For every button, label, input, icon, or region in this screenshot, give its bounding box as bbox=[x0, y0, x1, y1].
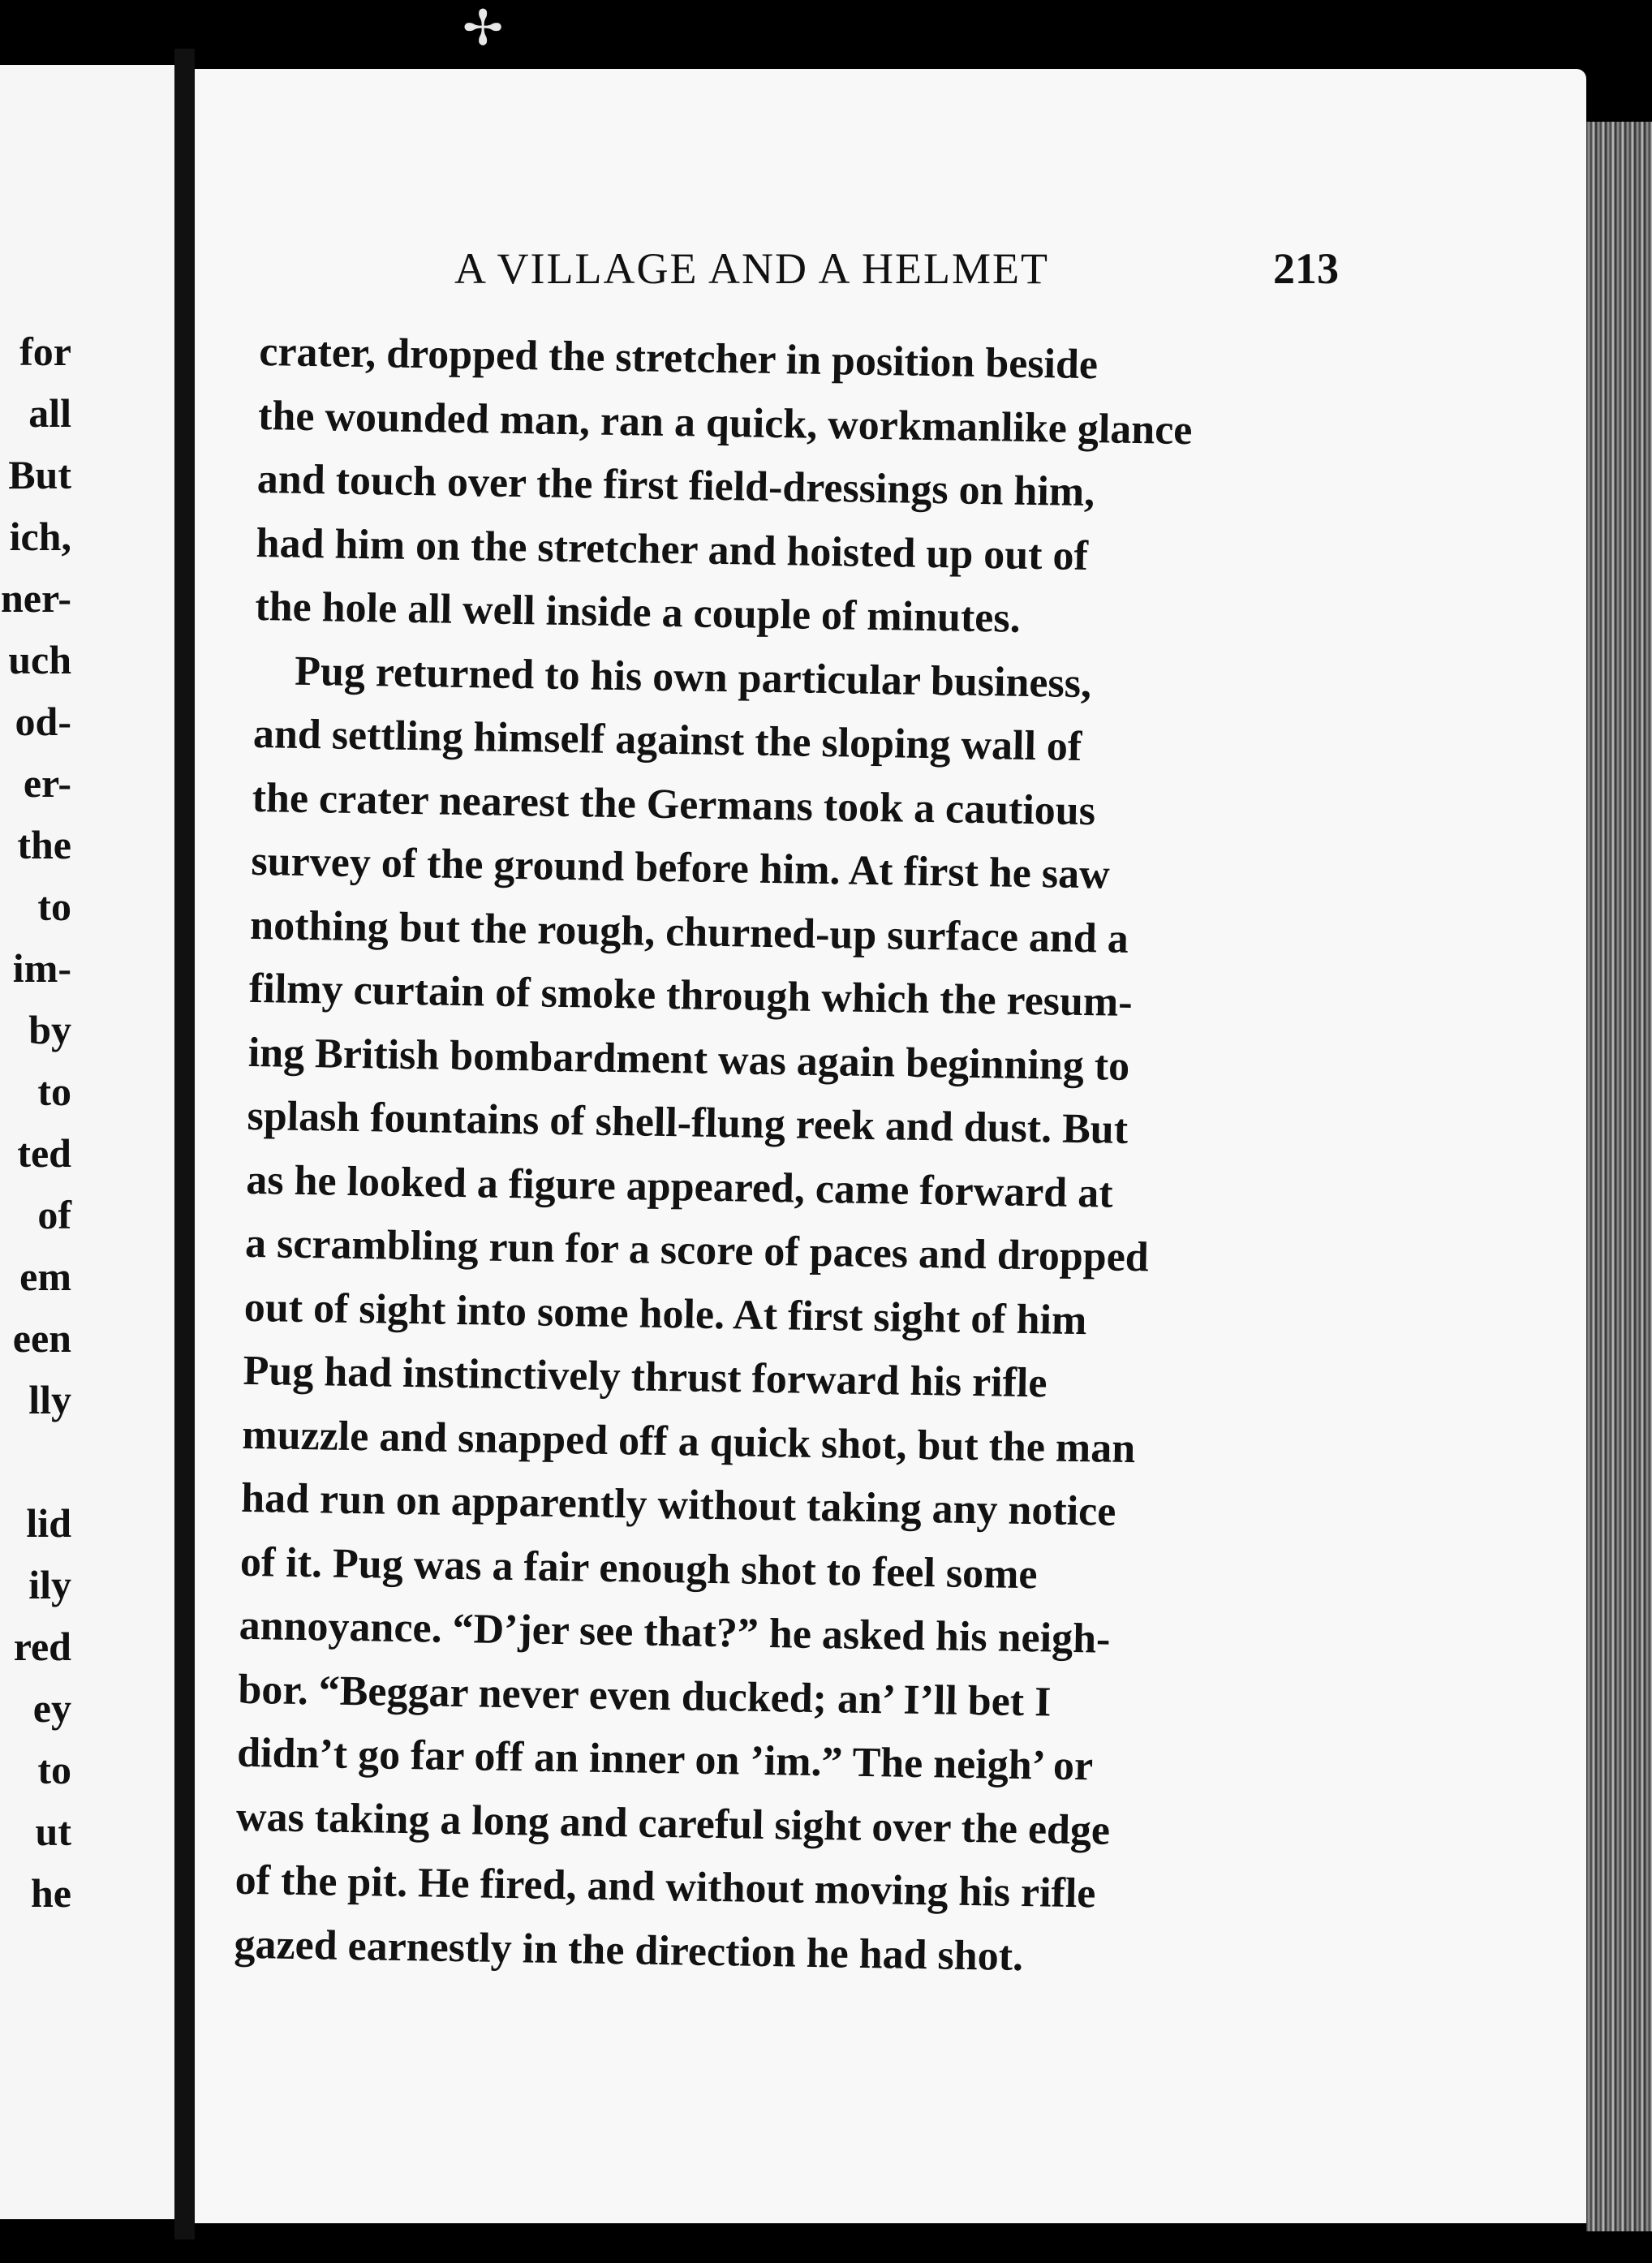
left-page-line-fragment: to bbox=[37, 884, 71, 929]
left-page-line-fragment: ich, bbox=[9, 514, 71, 559]
text-line: and touch over the first field-dressings on him, bbox=[256, 455, 1095, 516]
page-edges bbox=[1586, 122, 1652, 2231]
left-page-line-fragment: ey bbox=[32, 1685, 71, 1731]
left-page-line-fragment: em bbox=[19, 1254, 71, 1299]
text-line: of it. Pug was a fair enough shot to feel some bbox=[239, 1538, 1038, 1598]
text-line: filmy curtain of smoke through which the resum- bbox=[248, 965, 1134, 1026]
left-page-line-fragment: uch bbox=[8, 637, 71, 682]
page-header bbox=[454, 243, 1339, 308]
text-line: was taking a long and careful sight over the edge bbox=[235, 1793, 1111, 1854]
text-line: splash fountains of shell-flung reek and dust. But bbox=[247, 1092, 1129, 1153]
left-page-line-fragment: lly bbox=[28, 1377, 71, 1422]
text-line: nothing but the rough, churned-up surface and a bbox=[249, 901, 1129, 962]
left-page-line-fragment: he bbox=[31, 1870, 71, 1916]
text-line: didn’t go far off an inner on ’im.” The neigh’ or bbox=[236, 1729, 1094, 1790]
text-line: of the pit. He fired, and without moving his rifle bbox=[234, 1856, 1096, 1917]
text-line: ing British bombardment was again beginning to bbox=[247, 1029, 1130, 1090]
left-page-line-fragment: ut bbox=[35, 1809, 71, 1854]
left-page-line-fragment: all bbox=[28, 390, 71, 436]
scan-artifact-mark: ✢ bbox=[462, 2, 504, 55]
left-page-line-fragment: od- bbox=[15, 699, 71, 744]
left-page-line-fragment: But bbox=[8, 452, 71, 497]
text-line: out of sight into some hole. At first sight of him bbox=[243, 1284, 1087, 1344]
text-line: crater, dropped the stretcher in position beside bbox=[258, 328, 1099, 389]
text-line: Pug had instinctively thrust forward his rifle bbox=[243, 1347, 1048, 1407]
left-page-line-fragment: een bbox=[12, 1315, 71, 1361]
text-line: a scrambling run for a score of paces and dropped bbox=[244, 1220, 1150, 1281]
text-line: the wounded man, ran a quick, workmanlike glance bbox=[257, 392, 1193, 454]
left-page-line-fragment: to bbox=[37, 1747, 71, 1792]
text-line: gazed earnestly in the direction he had shot. bbox=[234, 1921, 1024, 1980]
book-gutter bbox=[174, 49, 195, 2239]
left-page-line-endings bbox=[0, 321, 170, 1924]
text-line: bor. “Beggar never even ducked; an’ I’ll bet I bbox=[238, 1666, 1052, 1726]
left-page-line-fragment bbox=[0, 1431, 170, 1492]
left-page-line-fragment: ted bbox=[17, 1130, 71, 1176]
left-page-line-fragment: by bbox=[28, 1007, 71, 1052]
left-page-line-fragment: er- bbox=[23, 760, 71, 806]
text-line: survey of the ground before him. At first he saw bbox=[251, 837, 1111, 898]
text-line: the hole all well inside a couple of minutes. bbox=[255, 583, 1022, 642]
left-page-line-fragment: ily bbox=[28, 1562, 71, 1607]
text-line: Pug returned to his own particular business, bbox=[294, 647, 1092, 707]
left-page-line-fragment: to bbox=[37, 1069, 71, 1114]
left-page-line-fragment: im- bbox=[12, 945, 71, 991]
left-page-line-fragment: the bbox=[17, 822, 71, 867]
left-page-line-fragment: ner- bbox=[1, 575, 71, 621]
text-line: had run on apparently without taking any notice bbox=[240, 1474, 1116, 1535]
page-number: 213 bbox=[1273, 244, 1339, 293]
text-line: and settling himself against the sloping wall of bbox=[252, 710, 1082, 770]
text-line: had him on the stretcher and hoisted up out of bbox=[256, 519, 1089, 579]
text-line: as he looked a figure appeared, came forward at bbox=[245, 1156, 1113, 1217]
text-line: muzzle and snapped off a quick shot, but the man bbox=[241, 1411, 1136, 1472]
body-text bbox=[234, 321, 1314, 1993]
left-page-line-fragment: red bbox=[13, 1624, 71, 1669]
left-page-line-fragment: of bbox=[37, 1192, 71, 1237]
text-line: annoyance. “D’jer see that?” he asked his neigh- bbox=[239, 1602, 1111, 1663]
running-head: A VILLAGE AND A HELMET bbox=[454, 244, 1049, 293]
left-page-line-fragment: for bbox=[19, 329, 71, 374]
text-line: the crater nearest the Germans took a cautious bbox=[252, 774, 1096, 834]
left-page-line-fragment: lid bbox=[26, 1500, 71, 1546]
